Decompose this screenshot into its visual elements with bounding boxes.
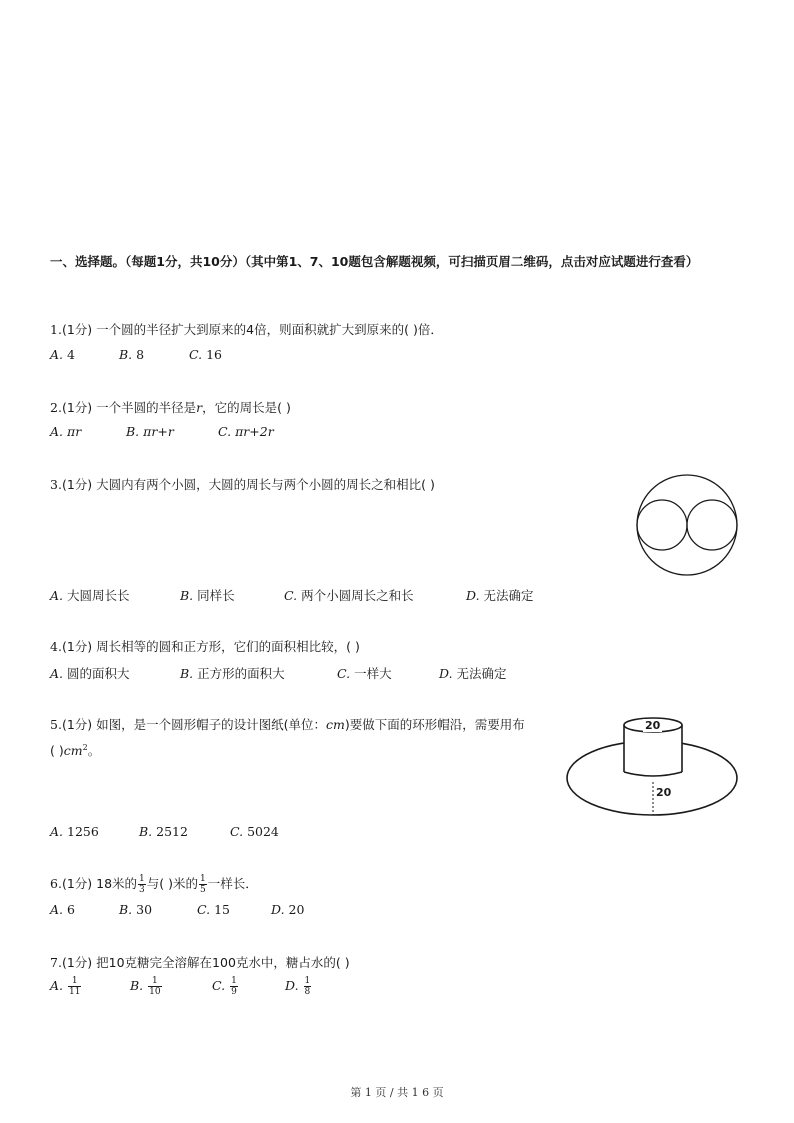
option-b[interactable]: B. 同样长 (180, 588, 235, 603)
section-title: 一、选择题。（每题1分，共10分）（其中第1、7、10题包含解题视频，可扫描页眉二维码，点击对应试题进行查看） (50, 254, 699, 269)
question-1-stem: 1.(1分) 一个圆的半径扩大到原来的4倍，则面积就扩大到原来的( )倍． (50, 322, 443, 337)
option-b[interactable]: B. 8 (119, 347, 145, 362)
option-a[interactable]: A. 圆的面积大 (50, 666, 130, 681)
option-a[interactable]: A. πr (50, 424, 82, 439)
question-3-stem: 3.(1分) 大圆内有两个小圆，大圆的周长与两个小圆的周长之和相比( ) (50, 477, 435, 492)
option-c[interactable]: C. 两个小圆周长之和长 (284, 588, 414, 603)
option-d[interactable]: D. 无法确定 (439, 666, 507, 681)
option-b[interactable]: B. 2512 (139, 824, 188, 839)
option-b[interactable]: B. 30 (119, 902, 153, 917)
option-a[interactable]: A. 大圆周长长 (50, 588, 130, 603)
question-7-stem: 7.(1分) 把10克糖完全溶解在100克水中，糖占水的( ) (50, 955, 350, 970)
option-d[interactable]: D. 20 (271, 902, 305, 917)
hat-top-label: 20 (645, 719, 661, 732)
question-6-stem: 6.(1分) 18米的 $\frac{1}{3}$ 与( )米的 $\frac{1}{5}$ 一样长． (50, 874, 258, 895)
question-4-stem: 4.(1分) 周长相等的圆和正方形，它们的面积相比较，( ) (50, 639, 360, 654)
option-c[interactable]: C. $\frac{1}{9}$ (212, 976, 237, 997)
question-5-stem-line2: ( )$cm^2$。 (50, 742, 101, 758)
circles-figure (634, 472, 742, 580)
option-c[interactable]: C. 15 (197, 902, 230, 917)
page-footer: 第 1 页 / 共 1 6 页 (350, 1086, 444, 1099)
option-b[interactable]: B. πr+r (126, 424, 174, 439)
option-c[interactable]: C. πr+2r (218, 424, 274, 439)
option-a[interactable]: A. $\frac{1}{11}$ (50, 976, 81, 997)
fraction: $\frac{1}{5}$ (200, 874, 206, 895)
option-d[interactable]: D. 无法确定 (466, 588, 534, 603)
question-5-stem: 5.(1分) 如图，是一个圆形帽子的设计图纸(单位：cm)要做下面的环形帽沿，需要用布 (50, 717, 525, 732)
option-c[interactable]: C. 一样大 (337, 666, 392, 681)
fraction: $\frac{1}{3}$ (139, 874, 145, 895)
option-a[interactable]: A. 1256 (50, 824, 99, 839)
option-c[interactable]: C. 5024 (230, 824, 279, 839)
option-a[interactable]: A. 6 (50, 902, 75, 917)
option-b[interactable]: B. 正方形的面积大 (180, 666, 285, 681)
option-c[interactable]: C. 16 (189, 347, 222, 362)
option-a[interactable]: A. 4 (50, 347, 75, 362)
question-2-stem: 2.(1分) 一个半圆的半径是r，它的周长是( ) (50, 400, 291, 415)
option-b[interactable]: B. $\frac{1}{10}$ (130, 976, 161, 997)
hat-height-label: 20 (656, 786, 672, 799)
option-d[interactable]: D. $\frac{1}{8}$ (285, 976, 311, 997)
